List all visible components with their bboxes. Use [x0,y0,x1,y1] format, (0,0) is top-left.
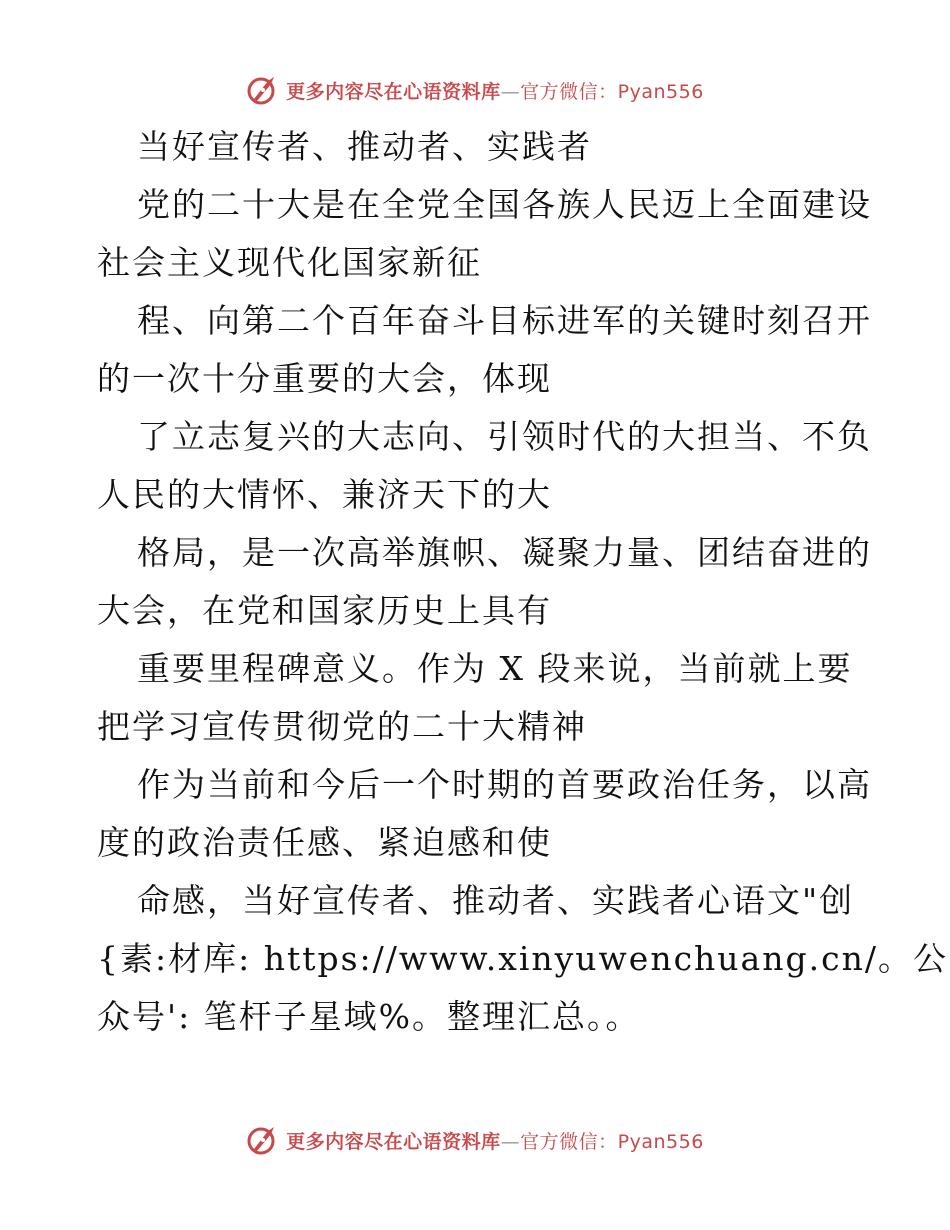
text-line: 了立志复兴的大志向、引领时代的大担当、不负 [137,417,872,456]
watermark-main-text: 更多内容尽在心语资料库 [286,1130,501,1153]
watermark-text [286,1127,704,1154]
text-line: 度的政治责任感、紧迫感和使 [97,823,552,862]
text-line: 作为当前和今后一个时期的首要政治任务，以高 [137,765,872,804]
pen-nib-logo-icon [246,73,280,107]
header-watermark-banner [0,70,950,110]
text-line: 重要里程碑意义。作为 X 段来说，当前就上要 [137,649,853,688]
text-line: 命感，当好宣传者、推动者、实践者心语文"创 [137,881,855,920]
text-line: 众号': 笔杆子星域%。整理汇总。。 [97,997,641,1036]
text-line: 人民的大情怀、兼济天下的大 [97,475,552,514]
footer-watermark-banner [0,1120,950,1160]
text-line: 党的二十大是在全党全国各族人民迈上全面建设 [137,185,872,224]
watermark-wechat-text: 官方微信：Pyan556 [520,1130,704,1153]
watermark-wechat-text: 官方微信：Pyan556 [520,80,704,103]
watermark-dash: — [500,80,521,103]
text-line: 把学习宣传贯彻党的二十大精神 [97,707,587,746]
watermark-text [286,77,704,104]
text-line: 社会主义现代化国家新征 [97,243,482,282]
text-line: 格局，是一次高举旗帜、凝聚力量、团结奋进的 [137,533,872,572]
watermark-dash: — [500,1130,521,1153]
text-line: 大会，在党和国家历史上具有 [97,591,552,630]
text-line: 程、向第二个百年奋斗目标进军的关键时刻召开 [137,301,872,340]
text-line: {素:材库: https://www.xinyuwenchuang.cn/。公 [97,939,948,978]
doc-title: 当好宣传者、推动者、实践者 [137,127,592,166]
watermark-main-text: 更多内容尽在心语资料库 [286,80,501,103]
pen-nib-logo-icon [246,1123,280,1157]
text-line: 的一次十分重要的大会，体现 [97,359,552,398]
document-body [97,118,948,1046]
